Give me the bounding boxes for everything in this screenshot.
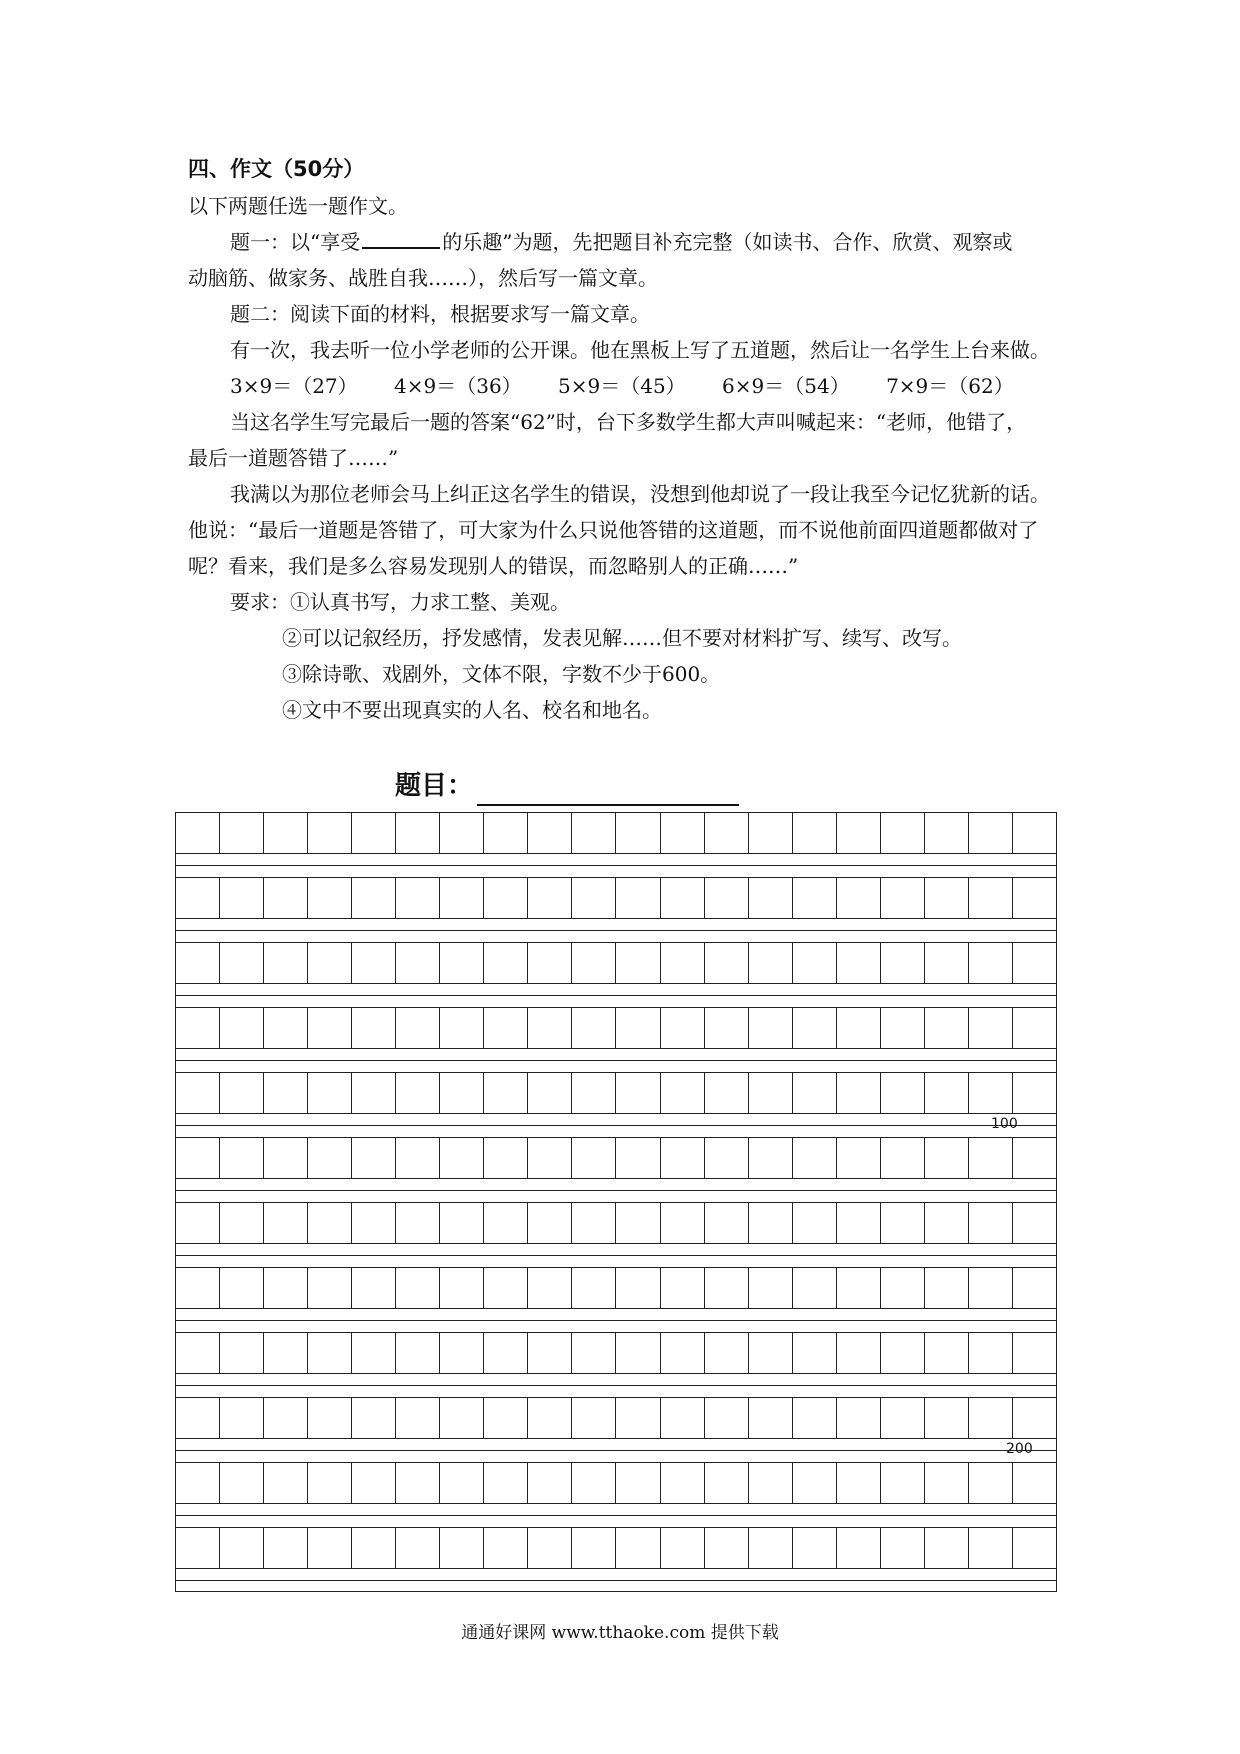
grid-cell[interactable] (440, 1527, 484, 1569)
grid-cell[interactable] (793, 1462, 837, 1504)
grid-cell[interactable] (396, 1397, 440, 1439)
grid-cell[interactable] (220, 1397, 264, 1439)
grid-cell[interactable] (661, 1202, 705, 1244)
topic-one-blank (362, 225, 440, 249)
grid-gap-line (176, 1515, 1056, 1516)
grid-cell[interactable] (264, 812, 308, 854)
grid-cell[interactable] (572, 942, 616, 984)
grid-cell[interactable] (264, 1072, 308, 1114)
material-paragraph-2b: 最后一道题答错了……” (188, 446, 399, 470)
grid-gap-line (176, 865, 1056, 866)
grid-cell[interactable] (749, 1202, 793, 1244)
grid-cell[interactable] (925, 1007, 969, 1049)
grid-cell[interactable] (837, 1462, 881, 1504)
grid-cell[interactable] (396, 1267, 440, 1309)
grid-cell[interactable] (705, 877, 749, 919)
grid-cell[interactable] (1013, 1007, 1056, 1049)
grid-cell[interactable] (1013, 1137, 1056, 1179)
grid-cell[interactable] (616, 812, 660, 854)
grid-cell[interactable] (264, 1397, 308, 1439)
grid-cell[interactable] (308, 942, 352, 984)
grid-cell[interactable] (484, 812, 528, 854)
grid-cell[interactable] (661, 1397, 705, 1439)
grid-cell[interactable] (352, 1072, 396, 1114)
grid-cell[interactable] (528, 812, 572, 854)
grid-cell[interactable] (925, 1332, 969, 1374)
grid-cell[interactable] (1013, 1527, 1056, 1569)
grid-cell[interactable] (308, 1072, 352, 1114)
grid-cell[interactable] (220, 942, 264, 984)
grid-cell[interactable] (793, 1267, 837, 1309)
grid-cell[interactable] (528, 877, 572, 919)
grid-cell[interactable] (528, 1527, 572, 1569)
grid-cell[interactable] (308, 1527, 352, 1569)
grid-cell[interactable] (440, 877, 484, 919)
grid-row (176, 1137, 1056, 1179)
grid-cell[interactable] (749, 1267, 793, 1309)
grid-cell[interactable] (396, 1007, 440, 1049)
grid-cell[interactable] (572, 1202, 616, 1244)
grid-cell[interactable] (396, 1202, 440, 1244)
grid-cell[interactable] (176, 1462, 220, 1504)
choose-instruction: 以下两题任选一题作文。 (188, 194, 408, 218)
grid-cell[interactable] (837, 1202, 881, 1244)
grid-cell[interactable] (264, 1007, 308, 1049)
equations-line (188, 368, 1108, 404)
grid-cell[interactable] (616, 1527, 660, 1569)
grid-cell[interactable] (749, 1137, 793, 1179)
grid-cell[interactable] (661, 877, 705, 919)
grid-cell[interactable] (705, 1462, 749, 1504)
grid-cell[interactable] (1013, 1397, 1056, 1439)
grid-cell[interactable] (1013, 1072, 1056, 1114)
grid-cell[interactable] (881, 1137, 925, 1179)
grid-cell[interactable] (440, 1332, 484, 1374)
material-paragraph-2a: 当这名学生写完最后一题的答案“62”时，台下多数学生都大声叫喊起来：“老师，他错了， (230, 410, 1027, 434)
grid-cell[interactable] (749, 812, 793, 854)
grid-cell[interactable] (749, 1007, 793, 1049)
grid-cell[interactable] (837, 1397, 881, 1439)
grid-cell[interactable] (308, 1137, 352, 1179)
grid-cell[interactable] (484, 1462, 528, 1504)
grid-cell[interactable] (881, 1267, 925, 1309)
grid-cell[interactable] (308, 1397, 352, 1439)
grid-cell[interactable] (881, 1462, 925, 1504)
grid-cell[interactable] (352, 812, 396, 854)
grid-cell[interactable] (837, 812, 881, 854)
topic-one-pre: 题一：以“享受 (230, 230, 361, 254)
grid-cell[interactable] (881, 1527, 925, 1569)
grid-cell[interactable] (616, 1072, 660, 1114)
grid-cell[interactable] (176, 1137, 220, 1179)
grid-cell[interactable] (969, 877, 1013, 919)
grid-cell[interactable] (661, 1332, 705, 1374)
grid-cell[interactable] (1013, 1332, 1056, 1374)
grid-cell[interactable] (705, 1527, 749, 1569)
equation: 7×9＝（62） (886, 374, 1014, 398)
grid-cell[interactable] (220, 1072, 264, 1114)
grid-cell[interactable] (352, 942, 396, 984)
grid-cell[interactable] (572, 1137, 616, 1179)
grid-cell[interactable] (308, 1332, 352, 1374)
grid-cell[interactable] (352, 1137, 396, 1179)
grid-cell[interactable] (793, 1397, 837, 1439)
grid-cell[interactable] (1013, 942, 1056, 984)
grid-cell[interactable] (264, 942, 308, 984)
grid-cell[interactable] (484, 1137, 528, 1179)
grid-gap-line (176, 1060, 1056, 1061)
grid-cell[interactable] (616, 1332, 660, 1374)
grid-cell[interactable] (352, 1332, 396, 1374)
word-count-marker: 200 (1006, 1441, 1033, 1457)
grid-cell[interactable] (705, 1072, 749, 1114)
grid-cell[interactable] (925, 1202, 969, 1244)
grid-cell[interactable] (705, 942, 749, 984)
grid-cell[interactable] (572, 812, 616, 854)
grid-cell[interactable] (572, 1332, 616, 1374)
grid-cell[interactable] (925, 1527, 969, 1569)
grid-cell[interactable] (176, 877, 220, 919)
essay-title-row (395, 766, 739, 806)
grid-cell[interactable] (661, 812, 705, 854)
grid-cell[interactable] (220, 877, 264, 919)
grid-cell[interactable] (440, 1462, 484, 1504)
grid-cell[interactable] (705, 812, 749, 854)
grid-cell[interactable] (176, 1267, 220, 1309)
grid-cell[interactable] (352, 1397, 396, 1439)
grid-cell[interactable] (1013, 1267, 1056, 1309)
grid-cell[interactable] (925, 1072, 969, 1114)
grid-cell[interactable] (837, 1527, 881, 1569)
grid-cell[interactable] (616, 1137, 660, 1179)
grid-cell[interactable] (528, 1462, 572, 1504)
grid-cell[interactable] (528, 1137, 572, 1179)
grid-row (176, 1202, 1056, 1244)
grid-cell[interactable] (440, 1072, 484, 1114)
grid-cell[interactable] (264, 1267, 308, 1309)
grid-cell[interactable] (352, 1202, 396, 1244)
grid-cell[interactable] (661, 1527, 705, 1569)
grid-cell[interactable] (176, 1007, 220, 1049)
grid-cell[interactable] (969, 1462, 1013, 1504)
grid-cell[interactable] (793, 1137, 837, 1179)
grid-cell[interactable] (484, 1332, 528, 1374)
grid-cell[interactable] (176, 1527, 220, 1569)
grid-row (176, 877, 1056, 919)
grid-cell[interactable] (264, 1202, 308, 1244)
grid-cell[interactable] (352, 877, 396, 919)
grid-cell[interactable] (661, 1267, 705, 1309)
grid-cell[interactable] (1013, 812, 1056, 854)
grid-cell[interactable] (396, 1137, 440, 1179)
grid-cell[interactable] (440, 1137, 484, 1179)
grid-cell[interactable] (793, 942, 837, 984)
grid-cell[interactable] (616, 1397, 660, 1439)
requirement-1: 要求：①认真书写，力求工整、美观。 (230, 590, 570, 614)
grid-cell[interactable] (925, 812, 969, 854)
grid-cell[interactable] (308, 1462, 352, 1504)
material-paragraph-3c: 呢？看来，我们是多么容易发现别人的错误，而忽略别人的正确……” (188, 554, 799, 578)
grid-cell[interactable] (528, 1397, 572, 1439)
grid-cell[interactable] (749, 1462, 793, 1504)
grid-cell[interactable] (220, 1332, 264, 1374)
grid-cell[interactable] (925, 1397, 969, 1439)
grid-cell[interactable] (220, 1202, 264, 1244)
grid-cell[interactable] (705, 1202, 749, 1244)
grid-cell[interactable] (925, 877, 969, 919)
grid-row (176, 942, 1056, 984)
grid-cell[interactable] (881, 1202, 925, 1244)
grid-cell[interactable] (793, 877, 837, 919)
grid-cell[interactable] (572, 1007, 616, 1049)
essay-title-label: 题目： (395, 771, 474, 801)
grid-cell[interactable] (308, 1267, 352, 1309)
grid-cell[interactable] (220, 1267, 264, 1309)
grid-cell[interactable] (661, 1462, 705, 1504)
grid-cell[interactable] (220, 1527, 264, 1569)
grid-cell[interactable] (484, 1267, 528, 1309)
grid-cell[interactable] (440, 1267, 484, 1309)
page-footer: 通通好课网 www.tthaoke.com 提供下载 (461, 1623, 779, 1643)
grid-cell[interactable] (308, 1007, 352, 1049)
topic-one (188, 224, 1108, 260)
equation: 3×9＝（27） (230, 374, 358, 398)
grid-cell[interactable] (793, 812, 837, 854)
grid-cell[interactable] (969, 1072, 1013, 1114)
grid-cell[interactable] (440, 1007, 484, 1049)
topic-one-line2: 动脑筋、做家务、战胜自我……），然后写一篇文章。 (188, 266, 658, 290)
grid-cell[interactable] (1013, 1202, 1056, 1244)
grid-cell[interactable] (264, 877, 308, 919)
grid-cell[interactable] (528, 1072, 572, 1114)
grid-cell[interactable] (572, 877, 616, 919)
topic-two: 题二：阅读下面的材料，根据要求写一篇文章。 (230, 302, 650, 326)
grid-cell[interactable] (705, 1397, 749, 1439)
grid-cell[interactable] (528, 1202, 572, 1244)
grid-cell[interactable] (176, 1202, 220, 1244)
grid-cell[interactable] (837, 1267, 881, 1309)
section-title: 四、作文（50分） (188, 157, 365, 181)
grid-cell[interactable] (705, 1137, 749, 1179)
grid-cell[interactable] (837, 1007, 881, 1049)
grid-cell[interactable] (572, 1462, 616, 1504)
grid-cell[interactable] (308, 812, 352, 854)
grid-gap-line (176, 1450, 1056, 1451)
grid-cell[interactable] (352, 1267, 396, 1309)
grid-cell[interactable] (925, 1137, 969, 1179)
grid-cell[interactable] (661, 1137, 705, 1179)
grid-cell[interactable] (749, 1527, 793, 1569)
topic-one-post: 的乐趣”为题，先把题目补充完整（如读书、合作、欣赏、观察或 (442, 230, 1013, 254)
grid-cell[interactable] (484, 1397, 528, 1439)
grid-row (176, 1332, 1056, 1374)
grid-cell[interactable] (396, 1072, 440, 1114)
grid-cell[interactable] (440, 1202, 484, 1244)
grid-row (176, 1527, 1056, 1569)
requirement-4: ④文中不要出现真实的人名、校名和地名。 (282, 698, 662, 722)
material-paragraph-3b: 他说：“最后一道题是答错了，可大家为什么只说他答错的这道题，而不说他前面四道题都做对了 (188, 518, 1039, 542)
grid-gap-line (176, 995, 1056, 996)
grid-row (176, 1462, 1056, 1504)
grid-cell[interactable] (308, 1202, 352, 1244)
grid-gap-line (176, 1580, 1056, 1581)
grid-cell[interactable] (969, 1332, 1013, 1374)
requirement-3: ③除诗歌、戏剧外，文体不限，字数不少于600。 (282, 662, 721, 686)
grid-cell[interactable] (176, 1072, 220, 1114)
grid-gap-line (176, 1125, 1056, 1126)
grid-cell[interactable] (1013, 877, 1056, 919)
grid-cell[interactable] (969, 1527, 1013, 1569)
grid-cell[interactable] (969, 1007, 1013, 1049)
grid-cell[interactable] (925, 1267, 969, 1309)
grid-cell[interactable] (220, 1137, 264, 1179)
grid-cell[interactable] (969, 1202, 1013, 1244)
grid-cell[interactable] (264, 1332, 308, 1374)
grid-cell[interactable] (705, 1332, 749, 1374)
grid-cell[interactable] (969, 812, 1013, 854)
grid-cell[interactable] (176, 942, 220, 984)
grid-cell[interactable] (881, 1007, 925, 1049)
grid-cell[interactable] (969, 1267, 1013, 1309)
material-paragraph-3a: 我满以为那位老师会马上纠正这名学生的错误，没想到他却说了一段让我至今记忆犹新的话。 (230, 482, 1050, 506)
grid-cell[interactable] (396, 1527, 440, 1569)
grid-cell[interactable] (881, 877, 925, 919)
grid-gap-line (176, 1190, 1056, 1191)
grid-cell[interactable] (528, 942, 572, 984)
grid-cell[interactable] (837, 942, 881, 984)
grid-cell[interactable] (837, 1332, 881, 1374)
grid-cell[interactable] (396, 812, 440, 854)
grid-cell[interactable] (572, 1267, 616, 1309)
grid-cell[interactable] (793, 1007, 837, 1049)
grid-cell[interactable] (308, 877, 352, 919)
grid-cell[interactable] (881, 1072, 925, 1114)
grid-cell[interactable] (264, 1527, 308, 1569)
grid-cell[interactable] (749, 1072, 793, 1114)
grid-cell[interactable] (837, 1137, 881, 1179)
grid-cell[interactable] (528, 1332, 572, 1374)
grid-cell[interactable] (440, 812, 484, 854)
grid-cell[interactable] (705, 1267, 749, 1309)
grid-cell[interactable] (969, 942, 1013, 984)
grid-gap-line (176, 930, 1056, 931)
grid-cell[interactable] (661, 942, 705, 984)
composition-instructions (188, 150, 1108, 728)
grid-row (176, 812, 1056, 854)
writing-grid[interactable] (175, 812, 1057, 1592)
grid-cell[interactable] (396, 877, 440, 919)
grid-cell[interactable] (176, 1397, 220, 1439)
grid-cell[interactable] (661, 1072, 705, 1114)
grid-cell[interactable] (749, 1332, 793, 1374)
grid-cell[interactable] (396, 1332, 440, 1374)
grid-cell[interactable] (837, 1072, 881, 1114)
grid-cell[interactable] (484, 1202, 528, 1244)
grid-cell[interactable] (572, 1397, 616, 1439)
grid-cell[interactable] (616, 877, 660, 919)
grid-cell[interactable] (749, 1397, 793, 1439)
equation: 6×9＝（54） (722, 374, 850, 398)
grid-row (176, 1072, 1056, 1114)
grid-cell[interactable] (440, 942, 484, 984)
grid-cell[interactable] (881, 1332, 925, 1374)
grid-cell[interactable] (616, 1007, 660, 1049)
grid-cell[interactable] (484, 1527, 528, 1569)
grid-cell[interactable] (616, 1267, 660, 1309)
grid-cell[interactable] (705, 1007, 749, 1049)
grid-cell[interactable] (661, 1007, 705, 1049)
grid-cell[interactable] (749, 877, 793, 919)
grid-cell[interactable] (881, 812, 925, 854)
grid-cell[interactable] (793, 1202, 837, 1244)
grid-gap-line (176, 1320, 1056, 1321)
grid-cell[interactable] (528, 1267, 572, 1309)
grid-cell[interactable] (969, 1137, 1013, 1179)
grid-cell[interactable] (793, 1072, 837, 1114)
grid-cell[interactable] (264, 1462, 308, 1504)
requirement-2: ②可以记叙经历，抒发感情，发表见解……但不要对材料扩写、续写、改写。 (282, 626, 962, 650)
grid-cell[interactable] (616, 942, 660, 984)
equation: 4×9＝（36） (394, 374, 522, 398)
grid-row (176, 1267, 1056, 1309)
grid-row (176, 1007, 1056, 1049)
essay-title-blank[interactable] (477, 774, 739, 806)
grid-cell[interactable] (528, 1007, 572, 1049)
grid-cell[interactable] (176, 812, 220, 854)
grid-cell[interactable] (925, 942, 969, 984)
word-count-marker: 100 (991, 1116, 1018, 1132)
material-paragraph-1: 有一次，我去听一位小学老师的公开课。他在黑板上写了五道题，然后让一名学生上台来做。 (230, 338, 1050, 362)
grid-cell[interactable] (484, 942, 528, 984)
grid-cell[interactable] (352, 1007, 396, 1049)
grid-cell[interactable] (616, 1202, 660, 1244)
grid-cell[interactable] (793, 1332, 837, 1374)
grid-cell[interactable] (396, 942, 440, 984)
grid-cell[interactable] (793, 1527, 837, 1569)
grid-cell[interactable] (616, 1462, 660, 1504)
grid-cell[interactable] (881, 942, 925, 984)
grid-cell[interactable] (572, 1072, 616, 1114)
grid-cell[interactable] (264, 1137, 308, 1179)
grid-cell[interactable] (749, 942, 793, 984)
grid-cell[interactable] (969, 1397, 1013, 1439)
equation: 5×9＝（45） (558, 374, 686, 398)
grid-cell[interactable] (440, 1397, 484, 1439)
grid-cell[interactable] (925, 1462, 969, 1504)
grid-cell[interactable] (352, 1462, 396, 1504)
grid-cell[interactable] (484, 1072, 528, 1114)
grid-cell[interactable] (837, 877, 881, 919)
grid-cell[interactable] (572, 1527, 616, 1569)
grid-cell[interactable] (484, 1007, 528, 1049)
grid-gap-line (176, 1255, 1056, 1256)
grid-cell[interactable] (484, 877, 528, 919)
grid-cell[interactable] (220, 1462, 264, 1504)
grid-cell[interactable] (396, 1462, 440, 1504)
grid-cell[interactable] (220, 812, 264, 854)
grid-cell[interactable] (352, 1527, 396, 1569)
grid-cell[interactable] (1013, 1462, 1056, 1504)
grid-gap-line (176, 1385, 1056, 1386)
grid-cell[interactable] (881, 1397, 925, 1439)
grid-cell[interactable] (176, 1332, 220, 1374)
grid-row (176, 1397, 1056, 1439)
grid-cell[interactable] (220, 1007, 264, 1049)
